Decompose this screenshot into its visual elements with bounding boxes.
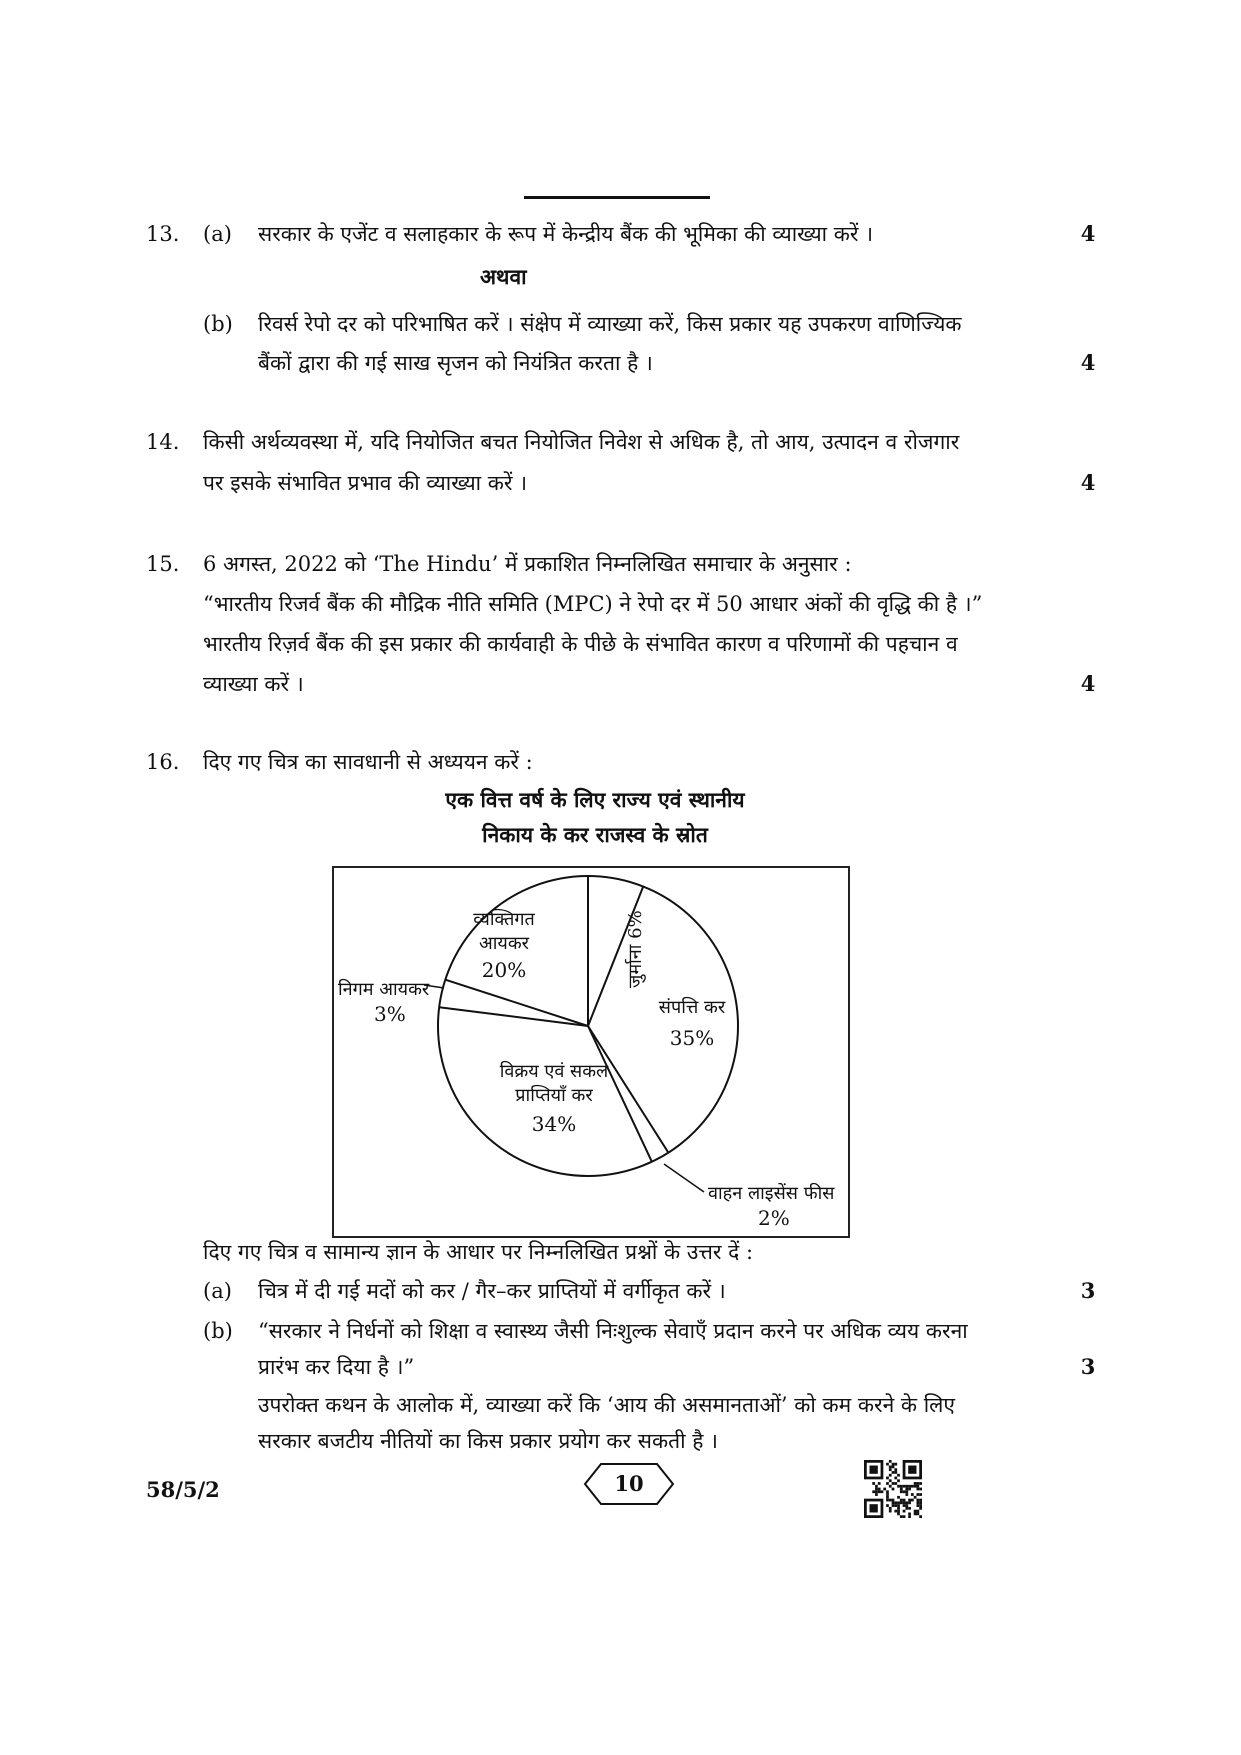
- q13-a-text: सरकार के एजेंट व सलाहकार के रूप में केन्द्रीय बैंक की भूमिका की व्याख्या करें ।: [258, 222, 874, 246]
- q16-after-chart: दिए गए चित्र व सामान्य ज्ञान के आधार पर निम्नलिखित प्रश्नों के उत्तर दें :: [203, 1240, 754, 1264]
- q15-line1: 6 अगस्त, 2022 को ‘The Hindu’ में प्रकाशित निम्नलिखित समाचार के अनुसार :: [203, 552, 852, 576]
- q16-b-marks: 3: [1080, 1354, 1096, 1379]
- q16-b-line4: सरकार बजटीय नीतियों का किस प्रकार प्रयोग कर सकती है ।: [258, 1429, 718, 1453]
- q15-line4: व्याख्या करें ।: [203, 672, 304, 696]
- slice-label-sales-tax: विक्रय एवं सकल प्राप्तियाँ कर 34%: [499, 1061, 609, 1136]
- slice-label-personal-income-tax: व्यक्तिगत आयकर 20%: [473, 909, 535, 982]
- q13-or: अथवा: [480, 264, 527, 289]
- question-15-number: 15.: [146, 552, 180, 576]
- q16-a-label: (a): [203, 1279, 232, 1303]
- slice-label-vehicle-license-fee: वाहन लाइसेंस फीस 2%: [708, 1183, 835, 1230]
- q13-b-line1: रिवर्स रेपो दर को परिभाषित करें । संक्षेप में व्याख्या करें, किस प्रकार यह उपकरण वाणिज्यिक: [258, 312, 962, 336]
- q16-intro: दिए गए चित्र का सावधानी से अध्ययन करें :: [203, 750, 533, 774]
- page-number: 10: [614, 1471, 644, 1496]
- q14-line2: पर इसके संभावित प्रभाव की व्याख्या करें ।: [203, 471, 528, 495]
- pie-chart-frame: [332, 866, 850, 1238]
- q13-b-label: (b): [203, 312, 233, 336]
- q14-line1: किसी अर्थव्यवस्था में, यदि नियोजित बचत नियोजित निवेश से अधिक है, तो आय, उत्पादन व रोजगार: [203, 430, 960, 454]
- q16-a-text: चित्र में दी गई मदों को कर / गैर–कर प्राप्तियों में वर्गीकृत करें ।: [258, 1279, 726, 1303]
- chart-title-line2: निकाय के कर राजस्व के स्रोत: [482, 822, 708, 847]
- q13-b-marks: 4: [1080, 350, 1096, 375]
- question-14-number: 14.: [146, 430, 180, 454]
- pie-slice-boundary-corporate-tax: [439, 1007, 588, 1026]
- q16-b-line2: प्रारंभ कर दिया है ।”: [258, 1355, 415, 1379]
- qr-code-icon: [864, 1460, 922, 1518]
- pie-slice-boundary-personal-income-tax: [445, 980, 588, 1026]
- q15-line3: भारतीय रिज़र्व बैंक की इस प्रकार की कार्यवाही के पीछे के संभावित कारण व परिणामों की पहचान व: [203, 632, 958, 656]
- question-13-number: 13.: [146, 222, 180, 246]
- q15-line2: “भारतीय रिजर्व बैंक की मौद्रिक नीति समिति (MPC) ने रेपो दर में 50 आधार अंकों की वृद्धि की है ।”: [203, 592, 983, 616]
- slice-label-property-tax: संपत्ति कर 35%: [658, 997, 726, 1050]
- question-16-number: 16.: [146, 750, 180, 774]
- paper-code: 58/5/2: [146, 1477, 220, 1502]
- slice-label-fine: जुर्माना 6%: [625, 910, 646, 988]
- chart-title-line1: एक वित्त वर्ष के लिए राज्य एवं स्थानीय: [445, 787, 745, 812]
- q14-marks: 4: [1080, 470, 1096, 495]
- q15-marks: 4: [1080, 671, 1096, 696]
- q13-a-marks: 4: [1080, 221, 1096, 246]
- q16-b-label: (b): [203, 1319, 233, 1343]
- slice-label-corporate-tax: निगम आयकर 3%: [338, 979, 430, 1026]
- q16-b-line3: उपरोक्त कथन के आलोक में, व्याख्या करें कि ‘आय की असमानताओं’ को कम करने के लिए: [258, 1393, 956, 1417]
- q13-b-line2: बैंकों द्वारा की गई साख सृजन को नियंत्रित करता है ।: [258, 351, 653, 375]
- q16-b-line1: “सरकार ने निर्धनों को शिक्षा व स्वास्थ्य जैसी निःशुल्क सेवाएँ प्रदान करने पर अधिक व्यय करना: [258, 1319, 968, 1343]
- top-divider: [524, 196, 710, 199]
- leader-vehicle-license-fee: [664, 1164, 704, 1192]
- q13-a-label: (a): [203, 222, 232, 246]
- q16-a-marks: 3: [1080, 1278, 1096, 1303]
- pie-chart: [334, 868, 848, 1236]
